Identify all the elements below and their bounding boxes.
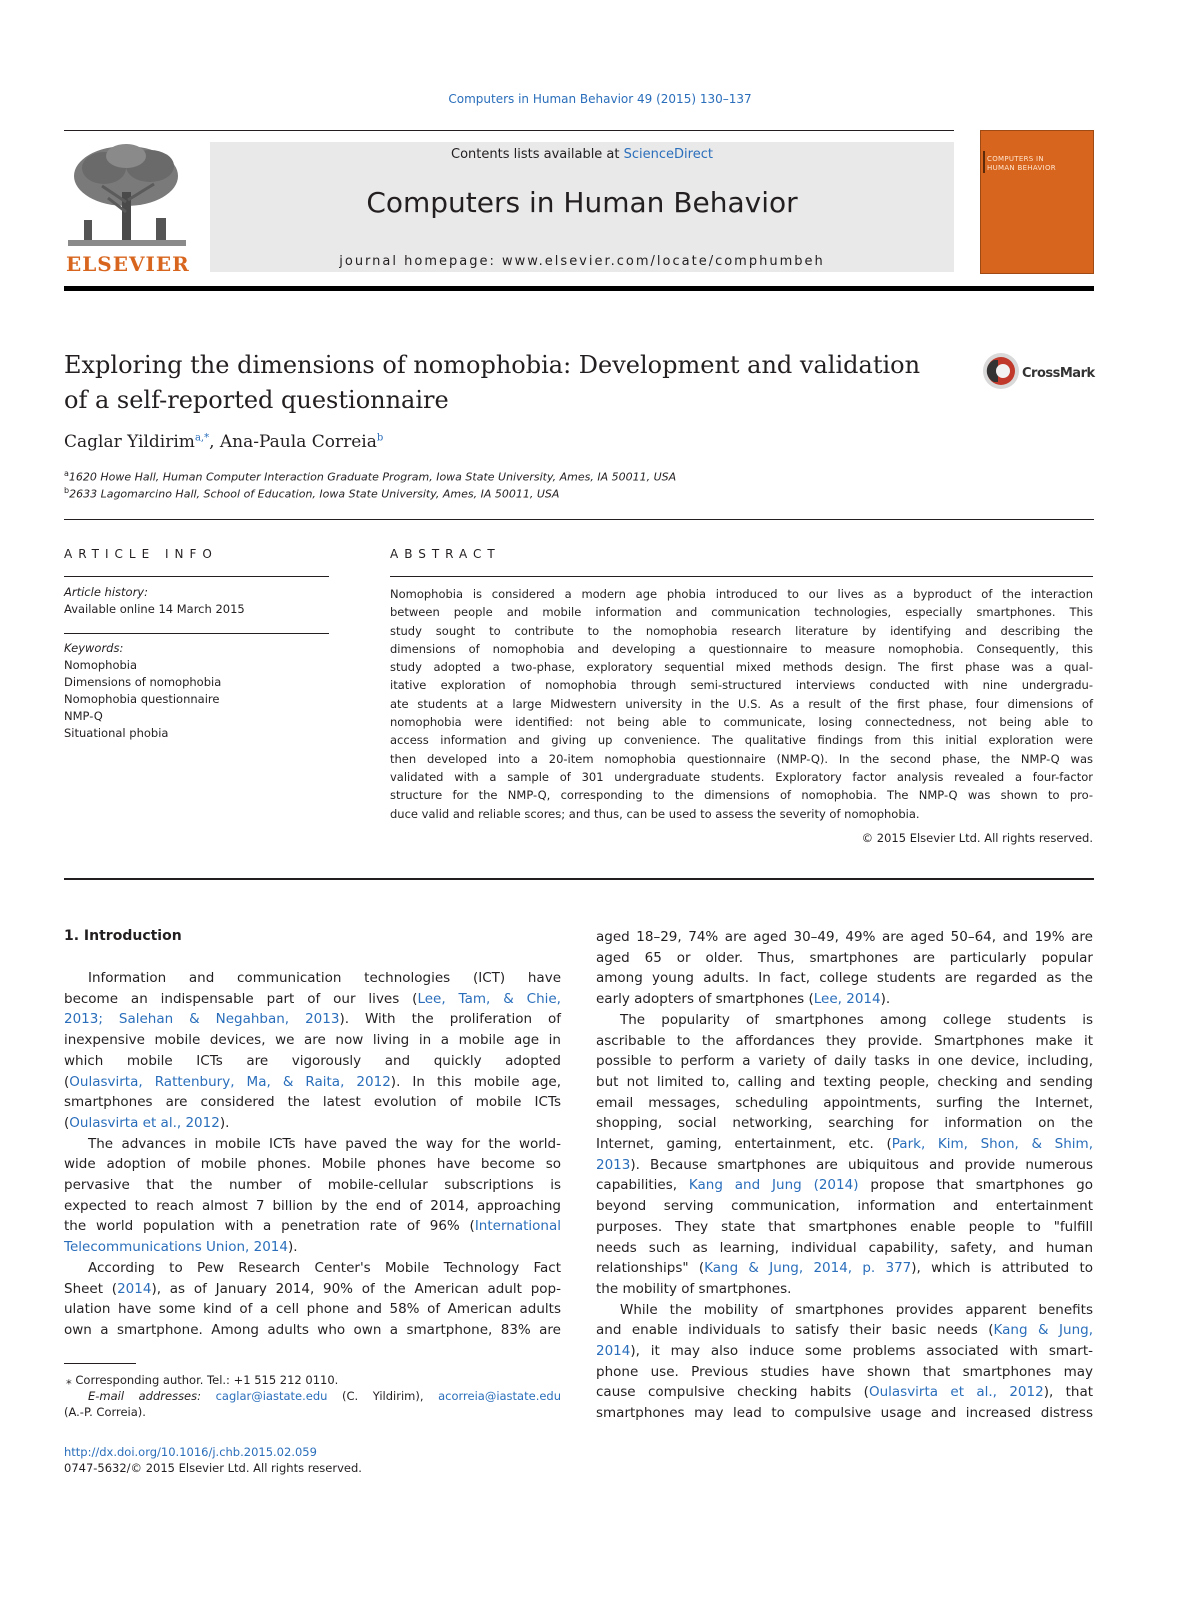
citation-link[interactable]: Oulasvirta, Rattenbury, Ma, & Raita, 2012: [69, 1073, 391, 1090]
body-text: ), it may also induce some problems associated with smart-: [630, 1343, 1093, 1360]
body-text: shopping, social networking, searching for information on the: [596, 1115, 1093, 1132]
body-text-line: [596, 1134, 1093, 1155]
journal-homepage: [210, 254, 954, 269]
body-text-line: [64, 1030, 561, 1051]
body-text: aged 18–29, 74% are aged 30–49, 49% are aged 50–64, and 19% are: [596, 929, 1093, 945]
abstract-line: study adopted a two-phase, exploratory sequential mixed methods design. The first phase was a qual-: [390, 660, 1093, 675]
body-text: relationships" (: [596, 1260, 705, 1277]
affil-b-text: 2633 Lagomarcino Hall, School of Education, Iowa State University, Ames, IA 50011, USA: [69, 487, 560, 501]
body-text-line: [64, 1320, 561, 1341]
body-text: While the mobility of smartphones provides apparent benefits: [620, 1301, 1093, 1318]
abstract-copyright: © 2015 Elsevier Ltd. All rights reserved.: [861, 831, 1093, 845]
homepage-url[interactable]: www.elsevier.com/locate/comphumbeh: [501, 254, 825, 269]
abstract-bottom-rule: [64, 878, 1094, 880]
citation-link[interactable]: Oulasvirta et al., 2012: [69, 1114, 220, 1131]
title-line-2: of a self-reported questionnaire: [64, 386, 449, 414]
article-info-heading: ARTICLE INFO: [64, 547, 218, 561]
footnote-star: ⁎: [66, 1373, 72, 1387]
body-text-line: [596, 1238, 1093, 1259]
issn-copyright: 0747-5632/© 2015 Elsevier Ltd. All rights reserved.: [64, 1461, 362, 1475]
body-text: The popularity of smartphones among college students is: [620, 1011, 1093, 1028]
citation-link[interactable]: Kang & Jung,: [993, 1322, 1094, 1339]
citation-link[interactable]: 2013: [596, 1156, 631, 1173]
affiliation-b: [64, 486, 559, 501]
author-2[interactable]: Ana-Paula Correia: [219, 432, 377, 452]
keyword: Nomophobia questionnaire: [64, 692, 220, 706]
elsevier-tree-logo: [64, 142, 190, 254]
keyword: Nomophobia: [64, 658, 138, 672]
abstract-body: [390, 585, 1093, 823]
body-text: pervasive that the number of mobile-cellular subscriptions is: [64, 1177, 561, 1194]
body-text: become an indispensable part of our lives (: [64, 990, 418, 1007]
journal-citation[interactable]: Computers in Human Behavior 49 (2015) 130–137: [448, 92, 752, 106]
journal-name: Computers in Human Behavior: [366, 186, 798, 219]
sciencedirect-link[interactable]: ScienceDirect: [623, 147, 713, 162]
body-text-line: [596, 1382, 1093, 1403]
abstract-line: itative exploration of nomophobia through semi-structured interviews conducted with nine undergradu-: [390, 678, 1093, 693]
title-block-rule: [64, 519, 1094, 520]
citation-link[interactable]: Lee, Tam, & Chie,: [417, 990, 561, 1007]
body-text-line: [64, 1154, 561, 1175]
body-text: ascribable to the affordances they provide. Smartphones make it: [596, 1032, 1093, 1049]
body-text: Sheet (: [64, 1280, 118, 1297]
body-text-line: [596, 989, 1093, 1010]
contents-line: [210, 147, 954, 162]
footnote-rule: [64, 1363, 136, 1364]
abstract-line: nomophobia were identified: not being able to communicate, losing connectedness, not being able to: [390, 715, 1093, 730]
body-text: ). In this mobile age,: [390, 1073, 561, 1090]
body-text-line: [64, 1113, 561, 1134]
body-text: ), which is attributed to: [911, 1260, 1094, 1277]
citation-link[interactable]: 2014: [596, 1343, 631, 1360]
body-text: ).: [880, 991, 891, 1008]
body-text: email messages, scheduling appointments, surfing the Internet,: [596, 1094, 1093, 1111]
body-text-line: [596, 1072, 1093, 1093]
email-link-1[interactable]: caglar@iastate.edu: [215, 1389, 328, 1403]
contents-prefix: Contents lists available at: [451, 147, 624, 162]
body-text-line: [596, 1093, 1093, 1114]
elsevier-logo-text: ELSEVIER: [66, 252, 190, 276]
body-text: capabilities,: [596, 1177, 689, 1194]
body-text-line: [596, 1010, 1093, 1031]
doi-block: [64, 1444, 362, 1476]
citation-link[interactable]: Oulasvirta et al., 2012: [868, 1384, 1044, 1401]
body-text: beyond serving communication, information and entertainment: [596, 1198, 1093, 1215]
author-2-affil-marks[interactable]: b: [376, 432, 384, 444]
email-1-owner: (C. Yildirim),: [342, 1389, 424, 1403]
citation-link[interactable]: 2014: [117, 1280, 152, 1297]
body-text: propose that smartphones go: [858, 1177, 1093, 1194]
body-text-line: [596, 1196, 1093, 1217]
author-list: [64, 432, 383, 452]
body-text: inexpensive mobile devices, we are now living in a mobile age in: [64, 1032, 561, 1049]
citation-link[interactable]: 2013; Salehan & Negahban, 2013: [64, 1011, 340, 1028]
body-text: phone use. Previous studies have shown that smartphones may: [596, 1363, 1093, 1380]
body-text: but not limited to, calling and texting people, checking and sending: [596, 1073, 1093, 1090]
abstract-line: then developed into a 20-item nomophobia questionnaire (NMP-Q). In the second phase, the NMP-Q was: [390, 751, 1093, 766]
citation-link[interactable]: Telecommunications Union, 2014: [64, 1239, 288, 1256]
body-text-line: [64, 1175, 561, 1196]
body-text-line: [596, 1155, 1093, 1176]
history-value: Available online 14 March 2015: [64, 602, 245, 616]
body-text-line: [596, 1258, 1093, 1279]
affil-b-mark: b: [64, 486, 70, 495]
body-text: the mobility of smartphones.: [596, 1280, 792, 1297]
body-text-line: [64, 989, 561, 1010]
title-line-1: Exploring the dimensions of nomophobia: Development and validation: [64, 351, 921, 379]
corresponding-author-text: Corresponding author. Tel.: +1 515 212 0110.: [75, 1373, 339, 1387]
body-text-line: [596, 1320, 1093, 1341]
body-text: cause compulsive checking habits (: [596, 1384, 869, 1401]
abstract-line: study sought to contribute to the nomophobia research literature by identifying and describing the: [390, 623, 1093, 638]
body-text-line: [64, 1092, 561, 1113]
body-column-left: [64, 968, 561, 1341]
history-label: Article history:: [64, 585, 148, 599]
header-bottom-rule: [64, 286, 1094, 291]
citation-link[interactable]: Kang and Jung (2014): [688, 1177, 859, 1194]
body-text-line: [596, 1175, 1093, 1196]
body-text-line: [64, 968, 561, 989]
body-text: own a smartphone. Among adults who own a smartphone, 83% are: [64, 1321, 561, 1338]
article-info-rule-1: [64, 576, 329, 577]
body-text: According to Pew Research Center's Mobile Technology Fact: [88, 1259, 561, 1276]
abstract-heading: ABSTRACT: [390, 547, 501, 561]
body-text-line: [596, 1113, 1093, 1134]
body-text: (: [64, 1073, 70, 1090]
abstract-line: duce valid and reliable scores; and thus, can be used to assess the severity of nomophobia.: [390, 806, 920, 821]
body-text-line: [64, 1237, 561, 1258]
body-text-line: [596, 1300, 1093, 1321]
journal-cover-thumbnail[interactable]: [980, 130, 1094, 274]
body-text: possible to perform a variety of daily tasks in one device, including,: [596, 1053, 1093, 1070]
cover-title: COMPUTERS IN HUMAN BEHAVIOR: [987, 155, 1056, 172]
body-text: which mobile ICTs are vigorously and quickly adopted: [64, 1052, 561, 1069]
author-separator: ,: [209, 432, 220, 452]
body-text: and enable individuals to satisfy their basic needs (: [596, 1322, 994, 1339]
crossmark-label[interactable]: CrossMark: [1022, 366, 1095, 381]
body-text: ). With the proliferation of: [339, 1011, 561, 1028]
citation-link[interactable]: Lee, 2014: [813, 991, 881, 1008]
body-text: smartphones are considered the latest evolution of mobile ICTs: [64, 1094, 561, 1111]
body-text: wide adoption of mobile phones. Mobile phones have become so: [64, 1156, 561, 1173]
body-text-line: [64, 1216, 561, 1237]
keywords-label: Keywords:: [64, 641, 124, 655]
body-text-line: [596, 927, 1093, 948]
keyword: NMP-Q: [64, 709, 103, 723]
abstract-line: Nomophobia is considered a modern age phobia introduced to our lives as a byproduct of the interaction: [390, 587, 1093, 601]
body-text: early adopters of smartphones (: [596, 991, 814, 1008]
body-text-line: [64, 1072, 561, 1093]
body-text-line: [596, 968, 1093, 989]
keyword: Situational phobia: [64, 726, 169, 740]
keywords-block: [64, 640, 221, 742]
body-text: ), as of January 2014, 90% of the American adult pop-: [151, 1280, 561, 1297]
section-heading-introduction: 1. Introduction: [64, 928, 182, 944]
body-text-line: [64, 1279, 561, 1300]
body-text: purposes. They state that smartphones enable people to "fulfill: [596, 1218, 1093, 1235]
citation-link[interactable]: Park, Kim, Shon, & Shim,: [891, 1136, 1093, 1153]
author-1-affil-marks[interactable]: a,*: [194, 432, 210, 444]
body-text: ).: [287, 1239, 298, 1256]
affil-a-mark: a: [64, 469, 69, 478]
homepage-prefix: journal homepage:: [339, 254, 502, 269]
affiliation-a: [64, 469, 676, 484]
crossmark-icon[interactable]: [982, 352, 1020, 390]
body-text-line: [596, 1031, 1093, 1052]
abstract-line: ate students at a large Midwestern university in the U.S. As a result of the first phase, four dimensions of: [390, 696, 1093, 711]
author-1[interactable]: Caglar Yildirim: [64, 432, 195, 452]
body-text-line: [64, 1134, 561, 1155]
body-text: Internet, gaming, entertainment, etc. (: [596, 1136, 892, 1153]
abstract-line: between people and mobile information and communication technologies, especially smartphones. This: [390, 605, 1093, 620]
body-text-line: [596, 1341, 1093, 1362]
journal-banner: [210, 142, 954, 272]
body-text: the world population with a penetration rate of 96% (: [64, 1218, 475, 1235]
body-text-line: [64, 1196, 561, 1217]
citation-link[interactable]: International: [474, 1218, 561, 1235]
abstract-line: access information and giving up convenience. The qualitative findings from this initial exploration were: [390, 733, 1093, 748]
keyword: Dimensions of nomophobia: [64, 675, 222, 689]
doi-link[interactable]: http://dx.doi.org/10.1016/j.chb.2015.02.059: [64, 1445, 317, 1459]
article-title: [64, 348, 964, 418]
body-text: (: [64, 1114, 70, 1131]
email-label: E-mail addresses:: [88, 1389, 201, 1403]
affil-a-text: 1620 Howe Hall, Human Computer Interaction Graduate Program, Iowa State University, Ames, IA 50011, USA: [68, 470, 677, 484]
abstract-line: structure for the NMP-Q, corresponding to the dimensions of nomophobia. The NMP-Q was shown to pro-: [390, 788, 1093, 803]
body-text-line: [64, 1299, 561, 1320]
body-text: ).: [219, 1114, 230, 1131]
body-text: expected to reach almost 7 billion by the end of 2014, approaching: [64, 1197, 561, 1214]
body-text: ), that: [1043, 1384, 1094, 1401]
cover-accent-bar: [983, 151, 985, 173]
header-top-rule: [64, 130, 954, 131]
body-text: among young adults. In fact, college students are regarded as the: [596, 970, 1093, 987]
body-text-line: [64, 1051, 561, 1072]
body-text-line: [596, 948, 1093, 969]
body-text: ). Because smartphones are ubiquitous and provide numerous: [630, 1156, 1093, 1173]
citation-link[interactable]: Kang & Jung, 2014, p. 377: [704, 1260, 912, 1277]
body-text: The advances in mobile ICTs have paved the way for the world-: [88, 1135, 561, 1152]
body-text-line: [596, 1217, 1093, 1238]
body-text-line: [596, 1362, 1093, 1383]
email-link-2[interactable]: acorreia@iastate.edu: [438, 1389, 562, 1403]
abstract-rule: [390, 576, 1093, 577]
body-text-line: [596, 1279, 1093, 1300]
article-history: [64, 584, 245, 618]
abstract-line: dimensions of nomophobia and developing a questionnaire to measure nomophobia. Consequently, this: [390, 641, 1093, 656]
body-text-line: [64, 1009, 561, 1030]
body-text: ulation have some kind of a cell phone and 58% of American adults: [64, 1301, 561, 1318]
body-text: smartphones may lead to compulsive usage and increased distress: [596, 1405, 1093, 1422]
body-text-line: [596, 1051, 1093, 1072]
corresponding-author-footnote: [64, 1372, 561, 1420]
article-info-rule-2: [64, 633, 329, 634]
body-text-line: [596, 1403, 1093, 1424]
body-column-right: [596, 927, 1093, 1424]
email-2-owner: (A.-P. Correia).: [64, 1405, 146, 1419]
body-text: needs such as learning, individual capability, safety, and human: [596, 1239, 1093, 1256]
body-text-line: [64, 1258, 561, 1279]
body-text: Information and communication technologies (ICT) have: [88, 970, 561, 986]
abstract-line: validated with a sample of 301 undergraduate students. Exploratory factor analysis revealed a four-factor: [390, 769, 1093, 784]
body-text: aged 65 or older. Thus, smartphones are particularly popular: [596, 949, 1093, 966]
